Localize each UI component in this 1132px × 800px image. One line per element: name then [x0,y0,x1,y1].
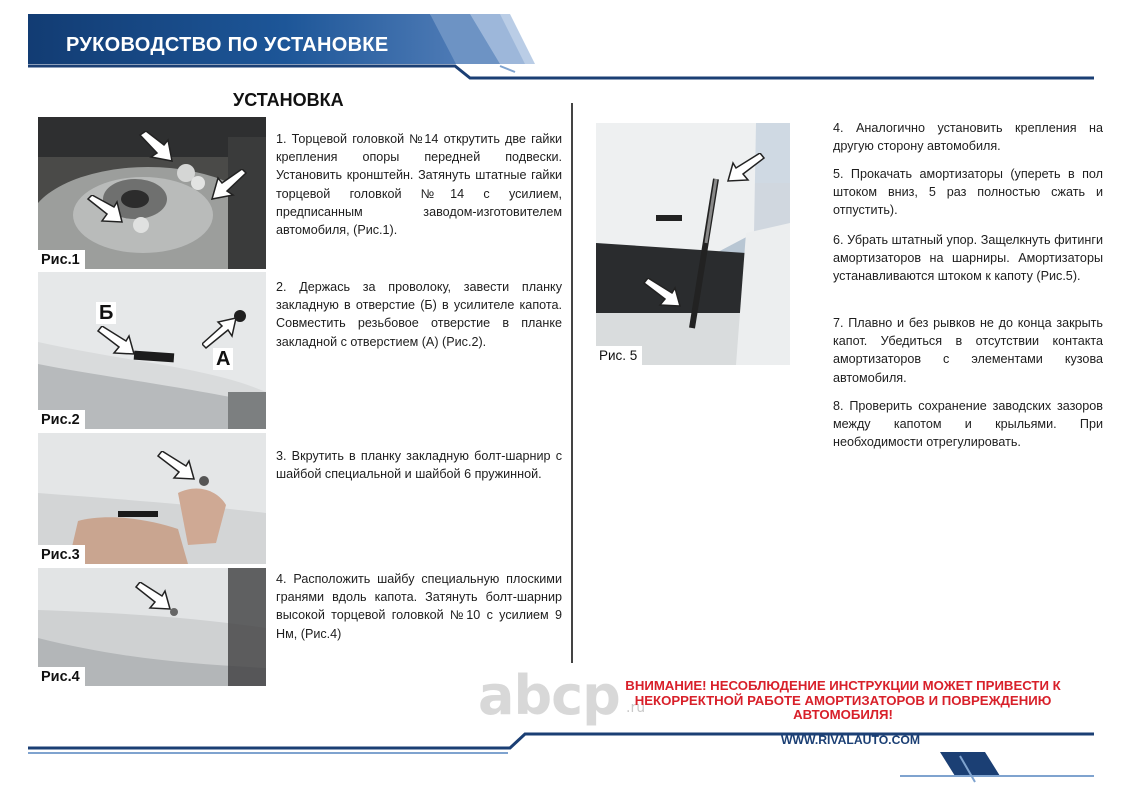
section-title: УСТАНОВКА [233,90,344,110]
step-8-text: 8. Проверить сохранение заводских зазоров между капотом и крыльями. При необходимости отрегулировать. [833,399,1103,450]
watermark-logo: abcp [478,664,620,727]
page-header-title: РУКОВОДСТВО ПО УСТАНОВКЕ [66,34,389,56]
figure-2-mark-b: Б [96,302,116,324]
step-2-text: 2. Держась за проволоку, завести планку закладную в отверстие (Б) в усилителе капота. Совместить резьбовое отверстие в планке закладной с отверстием (А) (Рис.2). [276,280,562,349]
step-3-text: 3. Вкрутить в планку закладную болт-шарнир с шайбой специальной и шайбой 6 пружинной. [276,449,562,482]
figure-1-photo [38,117,266,269]
figure-5-label: Рис. 5 [596,346,642,365]
arrow-icon [202,316,238,350]
step-4-text: 4. Расположить шайбу специальную плоскими гранями вдоль капота. Затянуть болт-шарнир высокой торцевой головкой №10 с усилием 9 Нм, (Рис.4) [276,572,562,641]
arrow-icon [138,131,178,165]
footer-website-link[interactable]: WWW.RIVALAUTO.COM [781,733,921,747]
arrow-icon [208,169,248,201]
warning-text: ВНИМАНИЕ! НЕСОБЛЮДЕНИЕ ИНСТРУКЦИИ МОЖЕТ ПРИВЕСТИ К НЕКОРРЕКТНОЙ РАБОТЕ АМОРТИЗАТОРОВ И ПОВРЕЖДЕНИЮ АВТОМОБИЛЯ! [625,678,1061,722]
figure-5-photo [596,123,790,365]
arrow-icon [642,278,684,310]
figure-4-label: Рис.4 [38,667,85,686]
step-4b-text: 4. Аналогично установить крепления на другую сторону автомобиля. [833,121,1103,154]
figure-2-label: Рис.2 [38,410,85,429]
figure-2-photo [38,272,266,429]
footer-banner [0,726,1132,786]
step-1-text: 1. Торцевой головкой №14 открутить две гайки крепления опоры передней подвески. Установить кронштейн. Затянуть штатные гайки торцевой головкой №14 с усилием, предписанным заводом-изготовителем автомобиля, (Рис.1). [276,132,562,238]
arrow-icon [86,195,126,225]
figure-3-photo [38,433,266,564]
figure-1-label: Рис.1 [38,250,85,269]
figure-2-mark-a: А [213,348,233,370]
step-6-text: 6. Убрать штатный упор. Защелкнуть фитинги амортизаторов на шарниры. Амортизаторы устанавливаются штоком к капоту (Рис.5). [833,233,1103,284]
column-divider [571,103,573,663]
figure-4-photo [38,568,266,686]
arrow-icon [724,153,766,183]
step-5-text: 5. Прокачать амортизаторы (упереть в пол штоком вниз, 5 раз полностью сжать и отпустить). [833,167,1103,218]
figure-3-label: Рис.3 [38,545,85,564]
watermark-suffix: .ru [626,700,646,716]
arrow-icon [96,326,138,356]
step-7-text: 7. Плавно и без рывков не до конца закрыть капот. Убедиться в отсутствии контакта амортизаторов с элементами кузова автомобиля. [833,316,1103,385]
arrow-icon [156,451,198,483]
arrow-icon [134,582,174,612]
